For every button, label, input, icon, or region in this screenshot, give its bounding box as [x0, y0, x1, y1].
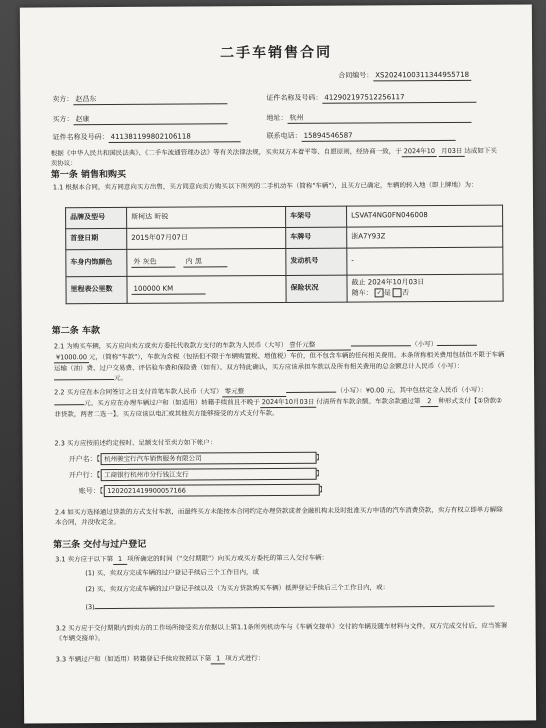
preamble: 根据《中华人民共和国民法典》、《二手车流通管理办法》等有关法律法规，买卖双方本着平等、自愿原则，经协商一致，于 2024年10 月03日 达成如下买卖协议： — [50, 146, 497, 168]
clause-3-3: 3.3 车辆过户和（如适用）转籍登记手续应按照以下第 1 项方式进行： — [55, 654, 265, 664]
clause-2-4: 2.4 如买方选择通过贷款的方式支付车款，而最终买方未能按本合同约定办理贷款或者金融机构未及时批准买方申请的汽车消费贷款，卖方有权立即单方解除本合同，并没收定金。 — [54, 505, 503, 527]
article-3-heading: 第三条 交付与过户登记 — [53, 539, 147, 551]
vehicle-vin: LSVAT4NG0FN046008 — [347, 205, 503, 227]
registration-date: 2015年07月07日 — [127, 227, 286, 249]
vehicle-info-table — [65, 205, 504, 305]
option-1: (1) 买、卖双方完成车辆的过户登记手续后三个工作日内，或 — [85, 568, 260, 578]
buyer-address-row: 地址： 杭州 — [266, 113, 471, 125]
vehicle-color — [127, 248, 286, 276]
exterior-color: 外 灰色 — [131, 257, 175, 268]
option-2: (2) 买、卖双方完成车辆的过户登记手续以及（为买方贷款购买车辆）抵押登记手续后三个工作日内，或： — [85, 583, 390, 594]
buyer-id: 411381199802106118 — [109, 132, 241, 143]
account-name-row: 开户名：【 杭州骏宝行汽车销售服务有限公司 】 — [68, 453, 324, 464]
contract-page — [20, 4, 536, 723]
plate-number: 浙A7Y93Z — [347, 226, 503, 248]
seller-row: 卖方： 赵昌东 — [52, 94, 227, 106]
table-row: 品牌及型号 斯柯达 昕锐 车架号 LSVAT4NG0FN046008 — [66, 205, 503, 229]
seller-id: 412902197512256117 — [322, 93, 476, 104]
contract-number: 合同编号： XS2024100311344955718 — [338, 71, 471, 82]
clause-2-2: 2.2 买方应在本合同签订之日支付首笔车款人民币（大写） 零元整 （小写）：¥0.00 元，其中包括定金人民币（小写）：元。买方应在办理车辆过户和（如适用）转籍手续前且不晚于 2024年10月03日 付清所有车款余额。车款余款通过第 2 种形式支付【①贷款②非贷款，两者二选一】。买方应该以电汇或其他卖方能够接受的方式支付车款。 — [54, 385, 503, 419]
document-title: 二手车销售合同 — [220, 44, 333, 62]
buyer-row: 买方： 赵康 — [52, 114, 227, 126]
checkbox-yes[interactable]: ✓ — [376, 289, 382, 297]
article-1-heading: 第一条 销售和购买 — [50, 169, 127, 181]
buyer-phone-row: 联系电话： 15894546587 — [267, 131, 456, 143]
vehicle-brand: 斯柯达 昕锐 — [127, 206, 286, 228]
insurance-status: 截止 2024年10月03日 随车： ✓ 是 否 — [347, 274, 503, 302]
clause-2-1: 2.1 为购买车辆，买方应向卖方或卖方委托代收款方支付的车款为人民币（大写） 壹仟元整 （小写） ¥1000.00 元，（简称"车款"），车款为含税（包括但不限于车辆购置税、增值税）车价，但不包含车辆的任何相关费用。本条所称相关费用包括但不限于车辆运输（油）费、过户交易费、评估验车费和保险费（如有）。双方特此确认，买方应该承担车款以及所有相关费用的总金额总计人民币（小写）：元。 — [53, 340, 505, 383]
engine-number: - — [347, 247, 503, 275]
clause-3-1: 3.1 卖方应于以下第 1 项所确定的时间（"交付期限"）向买方或买方委托的第三人交付车辆： — [55, 553, 329, 564]
buyer-id-row: 证件名称及号码： 411381199802106118 — [53, 132, 241, 144]
seller-name: 赵昌东 — [73, 94, 227, 105]
clause-3-2: 3.2 买方应于交付期限内到卖方的工作场所接受卖方依据以上第1.1条所列机动车与《车辆交接单》交付的车辆及随车材料与文件，双方完成交付后，应当签署《车辆交接单》。 — [55, 621, 508, 643]
contract-number-value: XS2024100311344955718 — [373, 71, 471, 82]
mileage: 100000 KM — [127, 275, 286, 303]
account-number-row: 账号：【 1202021419900057166 】 — [78, 485, 327, 496]
bank-row: 开户行：【 工商银行杭州市分行钱江支行 】 — [68, 469, 324, 480]
table-row: 车身内饰颜色 外 灰色 内 黑 发动机号 - — [66, 247, 503, 277]
bank-name: 工商银行杭州市分行钱江支行 — [100, 468, 316, 481]
clause-1-1: 1.1 根据本合同，卖方同意向买方出售，买方同意向卖方购买以下所列的二手机动车（简称"车辆"），且买方已确定，车辆的转入地（即上牌地）为： — [52, 180, 478, 192]
table-row: 里程表公里数 100000 KM 保险状况 截止 2024年10月03日 随车： ✓ 是 否 — [66, 274, 503, 304]
interior-color: 内 黑 — [184, 257, 228, 268]
table-row: 首登日期 2015年07月07日 车牌号 浙A7Y93Z — [66, 226, 503, 250]
article-2-heading: 第二条 车款 — [51, 326, 100, 337]
clause-2-3: 2.3 买方应按前述约定按时、足额支付至卖方如下帐户： — [54, 438, 217, 448]
buyer-name: 赵康 — [73, 114, 227, 125]
option-3: (3) — [85, 601, 494, 612]
account-name: 杭州骏宝行汽车销售服务有限公司 — [100, 452, 316, 465]
seller-id-row: 证件名称及号码： 412902197512256117 — [266, 93, 476, 105]
account-number: 1202021419900057166 — [103, 484, 319, 497]
buyer-phone: 15894546587 — [302, 131, 456, 142]
buyer-address: 杭州 — [287, 113, 471, 125]
